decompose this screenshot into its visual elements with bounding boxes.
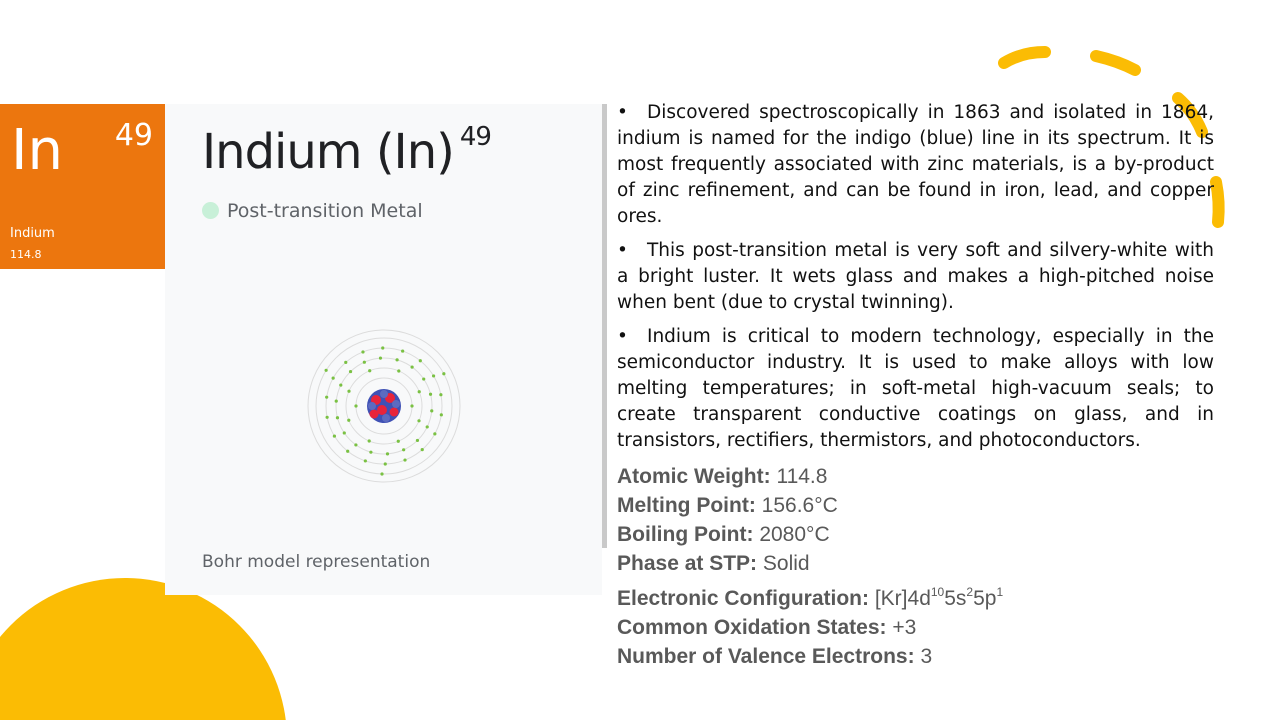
config-part: 5s	[944, 587, 967, 610]
electron-dot	[384, 462, 387, 465]
property-value: Solid	[762, 552, 810, 575]
electron-dot	[325, 396, 328, 399]
electron-dot	[333, 434, 336, 437]
electron-dot	[379, 357, 382, 360]
property-label: Common Oxidation States:	[617, 616, 887, 639]
properties-list	[617, 462, 1003, 671]
electron-dot	[410, 404, 413, 407]
electron-dot	[354, 443, 357, 446]
property-configuration	[617, 578, 1003, 613]
electron-dot	[339, 383, 342, 386]
property-valence	[617, 642, 1003, 671]
electron-dot	[369, 451, 372, 454]
electron-dot	[344, 361, 347, 364]
config-superscript: 2	[966, 585, 974, 599]
electron-dot	[380, 472, 383, 475]
electron-dot	[397, 369, 400, 372]
electron-dot	[421, 448, 424, 451]
config-part: [Kr]4d	[874, 587, 931, 610]
electron-dot	[381, 346, 384, 349]
tile-atomic-number: 49	[114, 118, 153, 153]
electron-dot	[332, 376, 335, 379]
property-value: +3	[892, 616, 917, 639]
electron-dot	[349, 370, 352, 373]
property-atomic-weight	[617, 462, 1003, 491]
electron-dot	[346, 450, 349, 453]
bullet-text: Discovered spectroscopically in 1863 and isolated in 1864, indium is named for the indigo (blue) line in its spectrum. It is most frequently associated with zinc materials, is a by-product of zinc refinement, and can be found in iron, lead, and copper ores.	[617, 102, 1214, 227]
bullet-text: This post-transition metal is very soft and silvery-white with a bright luster. It wets glass and makes a high-pitched noise when bent (due to crystal twinning).	[617, 240, 1214, 313]
electron-dot	[440, 413, 443, 416]
divider-bar	[602, 104, 607, 548]
electron-dot	[395, 358, 398, 361]
property-value: 3	[920, 645, 933, 668]
electron-dot	[401, 349, 404, 352]
electron-dot	[347, 419, 350, 422]
bullet-marker: •	[617, 326, 628, 347]
electron-dot	[368, 369, 371, 372]
electron-dot	[343, 431, 346, 434]
electron-dot	[336, 416, 339, 419]
property-label: Number of Valence Electrons:	[617, 645, 915, 668]
config-superscript: 10	[930, 585, 945, 599]
description-bullets	[617, 100, 1214, 462]
tile-name: Indium	[10, 226, 55, 241]
electron-dot	[363, 361, 366, 364]
property-melting-point	[617, 491, 1003, 520]
electron-dot	[397, 440, 400, 443]
element-title	[202, 124, 491, 180]
electron-dot	[326, 416, 329, 419]
element-category	[202, 200, 423, 222]
electron-dot	[439, 393, 442, 396]
electron-dot	[402, 448, 405, 451]
electron-dot	[417, 419, 420, 422]
config-superscript: 1	[996, 585, 1004, 599]
electron-dot	[368, 439, 371, 442]
property-value: 156.6°C	[761, 494, 838, 517]
nucleus	[367, 389, 401, 423]
electron-dot	[442, 372, 445, 375]
category-label: Post-transition Metal	[227, 200, 423, 222]
element-card	[165, 104, 602, 595]
electron-dot	[403, 458, 406, 461]
property-value: 2080°C	[759, 523, 830, 546]
element-tile	[0, 104, 165, 269]
electron-dot	[426, 425, 429, 428]
category-dot-icon	[202, 202, 219, 219]
bullet-item	[617, 100, 1214, 230]
config-part: 5p	[973, 587, 997, 610]
bullet-marker: •	[617, 102, 628, 123]
electron-dot	[432, 374, 435, 377]
property-boiling-point	[617, 520, 1003, 549]
tile-weight: 114.8	[10, 248, 42, 261]
electron-dot	[386, 452, 389, 455]
electron-dot	[429, 393, 432, 396]
electron-dot	[416, 439, 419, 442]
property-label: Electronic Configuration:	[617, 587, 869, 610]
electron-dot	[418, 390, 421, 393]
bullet-item	[617, 324, 1214, 454]
property-value: 114.8	[776, 465, 828, 488]
property-label: Boiling Point:	[617, 523, 754, 546]
property-label: Phase at STP:	[617, 552, 758, 575]
element-title-text: Indium (In)	[202, 124, 454, 180]
element-title-number: 49	[459, 122, 491, 152]
electron-dot	[433, 432, 436, 435]
electron-dot	[364, 459, 367, 462]
bullet-item	[617, 238, 1214, 316]
electron-dot	[422, 377, 425, 380]
bohr-model	[304, 326, 464, 486]
bohr-caption: Bohr model representation	[202, 552, 431, 572]
electron-dot	[347, 390, 350, 393]
property-oxidation	[617, 613, 1003, 642]
property-phase	[617, 549, 1003, 578]
electron-dot	[361, 350, 364, 353]
bullet-text: Indium is critical to modern technology, especially in the semiconductor industry. It is used to make alloys with low melting temperatures; in soft-metal high-vacuum seals; to create transparent conductive coatings on glass, and in transistors, rectifiers, thermistors, and photoconductors.	[617, 326, 1214, 451]
electron-dot	[411, 365, 414, 368]
electron-dot	[430, 409, 433, 412]
electron-dot	[419, 359, 422, 362]
tile-symbol: In	[11, 118, 64, 183]
property-label: Atomic Weight:	[617, 465, 771, 488]
electron-dot	[335, 400, 338, 403]
bullet-marker: •	[617, 240, 628, 261]
yellow-circle-decoration	[0, 578, 287, 720]
electron-dot	[354, 404, 357, 407]
property-label: Melting Point:	[617, 494, 756, 517]
electron-dot	[325, 369, 328, 372]
